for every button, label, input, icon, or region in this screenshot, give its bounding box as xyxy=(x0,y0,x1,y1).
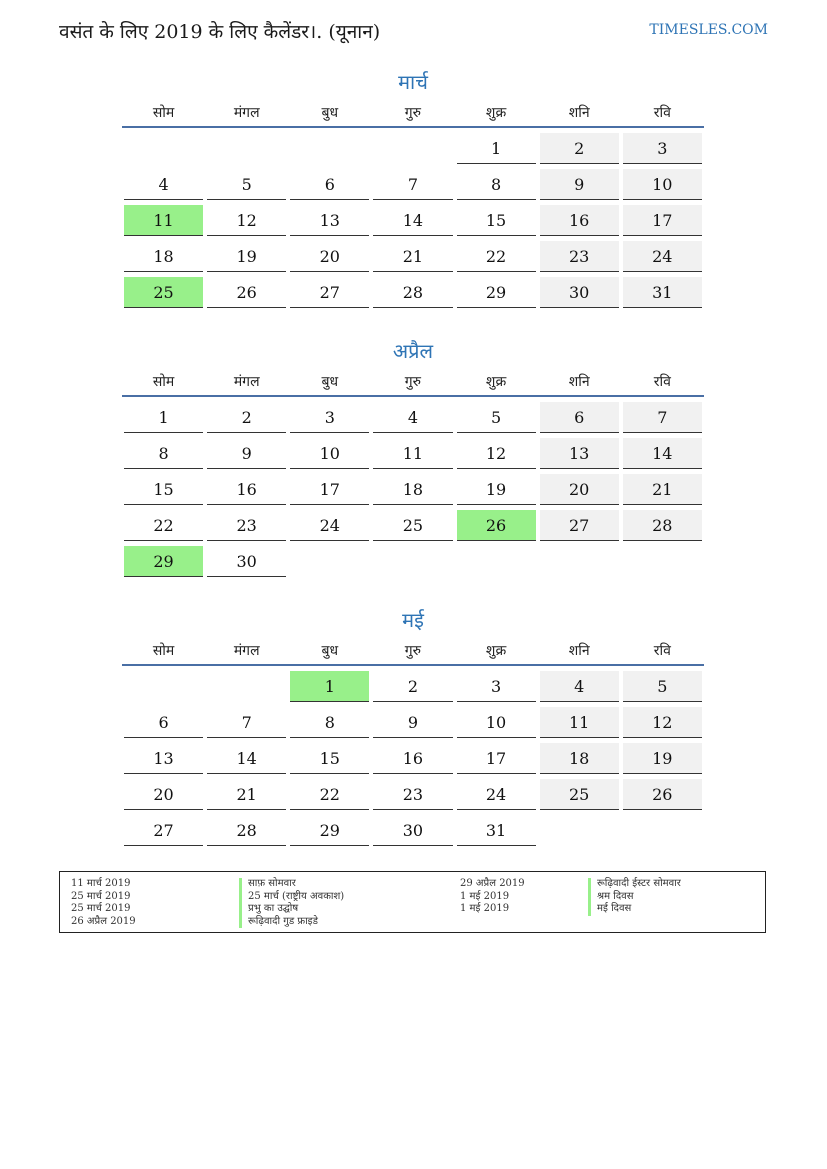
day-cell[interactable]: 7 xyxy=(373,169,452,200)
holiday-day-cell[interactable]: 26 xyxy=(457,510,536,541)
day-cell[interactable]: 30 xyxy=(540,277,619,308)
day-cell[interactable]: 7 xyxy=(207,707,286,738)
legend-date: 29 अप्रैल 2019 xyxy=(460,878,525,889)
month-title: मई xyxy=(402,608,424,632)
day-cell[interactable]: 5 xyxy=(623,671,702,702)
day-cell[interactable]: 31 xyxy=(457,815,536,846)
day-cell[interactable]: 8 xyxy=(457,169,536,200)
day-cell[interactable]: 10 xyxy=(457,707,536,738)
weekday-label: गुरु xyxy=(404,374,422,390)
weekday-label: मंगल xyxy=(233,374,260,390)
weekday-label: शुक्र xyxy=(485,643,507,659)
day-cell[interactable]: 16 xyxy=(540,205,619,236)
day-cell[interactable]: 8 xyxy=(290,707,369,738)
day-cell[interactable]: 5 xyxy=(207,169,286,200)
day-cell[interactable]: 14 xyxy=(623,438,702,469)
holiday-day-cell[interactable]: 25 xyxy=(124,277,203,308)
day-cell[interactable]: 3 xyxy=(290,402,369,433)
month-april xyxy=(122,335,704,581)
legend-right-dates xyxy=(460,878,525,916)
page-title: वसंत के लिए 2019 के लिए कैलेंडर।. (यूनान) xyxy=(59,21,381,43)
day-cell[interactable]: 30 xyxy=(373,815,452,846)
day-cell[interactable]: 15 xyxy=(124,474,203,505)
day-cell[interactable]: 21 xyxy=(623,474,702,505)
empty-cell xyxy=(290,133,369,164)
day-cell[interactable]: 1 xyxy=(124,402,203,433)
day-grid xyxy=(122,670,704,850)
day-cell[interactable]: 14 xyxy=(207,743,286,774)
weekday-label: रवि xyxy=(653,374,671,390)
day-cell[interactable]: 17 xyxy=(290,474,369,505)
month-may xyxy=(122,604,704,850)
day-cell[interactable]: 17 xyxy=(623,205,702,236)
day-cell[interactable]: 16 xyxy=(207,474,286,505)
weekday-label: शनि xyxy=(568,374,590,390)
day-cell[interactable]: 21 xyxy=(207,779,286,810)
weekday-label: रवि xyxy=(653,643,671,659)
day-cell[interactable]: 27 xyxy=(290,277,369,308)
day-cell[interactable]: 9 xyxy=(207,438,286,469)
site-link[interactable]: TIMESLES.COM xyxy=(649,22,768,38)
day-cell[interactable]: 10 xyxy=(290,438,369,469)
day-cell[interactable]: 13 xyxy=(124,743,203,774)
day-cell[interactable]: 27 xyxy=(124,815,203,846)
day-cell[interactable]: 6 xyxy=(290,169,369,200)
legend-holiday-name: रूढ़िवादी ईस्टर सोमवार xyxy=(588,878,681,891)
day-cell[interactable]: 20 xyxy=(290,241,369,272)
day-cell[interactable]: 4 xyxy=(540,671,619,702)
day-cell[interactable]: 24 xyxy=(457,779,536,810)
day-cell[interactable]: 16 xyxy=(373,743,452,774)
day-cell[interactable]: 26 xyxy=(207,277,286,308)
day-cell[interactable]: 25 xyxy=(540,779,619,810)
day-cell[interactable]: 28 xyxy=(207,815,286,846)
day-cell[interactable]: 19 xyxy=(623,743,702,774)
weekday-label: गुरु xyxy=(404,105,422,121)
day-cell[interactable]: 31 xyxy=(623,277,702,308)
day-cell[interactable]: 9 xyxy=(540,169,619,200)
legend-date: 26 अप्रैल 2019 xyxy=(71,915,136,927)
day-cell[interactable]: 8 xyxy=(124,438,203,469)
day-cell[interactable]: 22 xyxy=(124,510,203,541)
weekday-label: बुध xyxy=(321,374,339,390)
weekday-label: बुध xyxy=(321,105,339,121)
empty-cell xyxy=(124,671,203,702)
day-cell[interactable]: 4 xyxy=(124,169,203,200)
day-cell[interactable]: 19 xyxy=(207,241,286,272)
day-cell[interactable]: 9 xyxy=(373,707,452,738)
day-cell[interactable]: 29 xyxy=(457,277,536,308)
day-cell[interactable]: 7 xyxy=(623,402,702,433)
day-cell[interactable]: 13 xyxy=(540,438,619,469)
day-cell[interactable]: 2 xyxy=(540,133,619,164)
day-cell[interactable]: 20 xyxy=(124,779,203,810)
day-cell[interactable]: 15 xyxy=(457,205,536,236)
day-cell[interactable]: 28 xyxy=(623,510,702,541)
day-cell[interactable]: 13 xyxy=(290,205,369,236)
day-cell[interactable]: 11 xyxy=(540,707,619,738)
day-cell[interactable]: 18 xyxy=(373,474,452,505)
empty-cell xyxy=(373,133,452,164)
weekday-label: शुक्र xyxy=(485,374,507,390)
day-grid xyxy=(122,401,704,581)
day-cell[interactable]: 23 xyxy=(540,241,619,272)
day-cell[interactable]: 29 xyxy=(290,815,369,846)
weekday-header xyxy=(122,369,704,397)
day-cell[interactable]: 24 xyxy=(290,510,369,541)
empty-cell xyxy=(207,133,286,164)
day-cell[interactable]: 23 xyxy=(207,510,286,541)
month-march xyxy=(122,66,704,312)
day-cell[interactable]: 6 xyxy=(124,707,203,738)
legend-holiday-name: साफ़ सोमवार xyxy=(239,878,344,891)
day-cell[interactable]: 12 xyxy=(207,205,286,236)
day-cell[interactable]: 23 xyxy=(373,779,452,810)
day-cell[interactable]: 17 xyxy=(457,743,536,774)
day-grid xyxy=(122,132,704,312)
day-cell[interactable]: 20 xyxy=(540,474,619,505)
day-cell[interactable]: 30 xyxy=(207,546,286,577)
day-cell[interactable]: 4 xyxy=(373,402,452,433)
weekday-label: मंगल xyxy=(233,105,260,121)
day-cell[interactable]: 24 xyxy=(623,241,702,272)
day-cell[interactable]: 25 xyxy=(373,510,452,541)
weekday-label: शुक्र xyxy=(485,105,507,121)
day-cell[interactable]: 3 xyxy=(457,671,536,702)
day-cell[interactable]: 26 xyxy=(623,779,702,810)
weekday-label: रवि xyxy=(653,105,671,121)
legend-date: 11 मार्च 2019 xyxy=(71,878,131,889)
day-cell[interactable]: 28 xyxy=(373,277,452,308)
weekday-label: सोम xyxy=(152,374,175,390)
weekday-header xyxy=(122,638,704,666)
day-cell[interactable]: 18 xyxy=(124,241,203,272)
day-cell[interactable]: 3 xyxy=(623,133,702,164)
legend-holiday-name: मई दिवस xyxy=(588,903,681,916)
legend-holiday-name: रूढ़िवादी गुड फ्राइडे xyxy=(239,916,344,929)
legend-date: 1 मई 2019 xyxy=(460,890,510,902)
weekday-label: मंगल xyxy=(233,643,260,659)
day-cell[interactable]: 21 xyxy=(373,241,452,272)
day-cell[interactable]: 2 xyxy=(373,671,452,702)
day-cell[interactable]: 19 xyxy=(457,474,536,505)
legend-date: 25 मार्च 2019 xyxy=(71,903,131,914)
legend-left-names xyxy=(239,878,344,928)
legend-holiday-name: 25 मार्च (राष्ट्रीय अवकाश) xyxy=(239,891,344,904)
legend-holiday-name: प्रभु का उद्घोष xyxy=(239,903,344,916)
holiday-legend xyxy=(59,871,766,933)
legend-date: 1 मई 2019 xyxy=(460,903,510,914)
month-title: मार्च xyxy=(398,70,428,94)
day-cell[interactable]: 14 xyxy=(373,205,452,236)
day-cell[interactable]: 1 xyxy=(457,133,536,164)
empty-cell xyxy=(207,671,286,702)
day-cell[interactable]: 5 xyxy=(457,402,536,433)
weekday-label: शनि xyxy=(568,105,590,121)
weekday-label: बुध xyxy=(321,643,339,659)
empty-cell xyxy=(124,133,203,164)
day-cell[interactable]: 18 xyxy=(540,743,619,774)
day-cell[interactable]: 2 xyxy=(207,402,286,433)
holiday-day-cell[interactable]: 29 xyxy=(124,546,203,577)
day-cell[interactable]: 22 xyxy=(457,241,536,272)
day-cell[interactable]: 12 xyxy=(457,438,536,469)
day-cell[interactable]: 15 xyxy=(290,743,369,774)
day-cell[interactable]: 12 xyxy=(623,707,702,738)
weekday-label: सोम xyxy=(152,643,175,659)
weekday-label: शनि xyxy=(568,643,590,659)
weekday-label: सोम xyxy=(152,105,175,121)
day-cell[interactable]: 10 xyxy=(623,169,702,200)
legend-holiday-name: श्रम दिवस xyxy=(588,891,681,904)
legend-date: 25 मार्च 2019 xyxy=(71,890,131,902)
weekday-header xyxy=(122,100,704,128)
day-cell[interactable]: 11 xyxy=(373,438,452,469)
holiday-day-cell[interactable]: 1 xyxy=(290,671,369,702)
month-title: अप्रैल xyxy=(392,339,434,363)
day-cell[interactable]: 22 xyxy=(290,779,369,810)
legend-right-names xyxy=(588,878,681,916)
legend-left-dates xyxy=(71,878,136,928)
holiday-day-cell[interactable]: 11 xyxy=(124,205,203,236)
weekday-label: गुरु xyxy=(404,643,422,659)
day-cell[interactable]: 6 xyxy=(540,402,619,433)
day-cell[interactable]: 27 xyxy=(540,510,619,541)
